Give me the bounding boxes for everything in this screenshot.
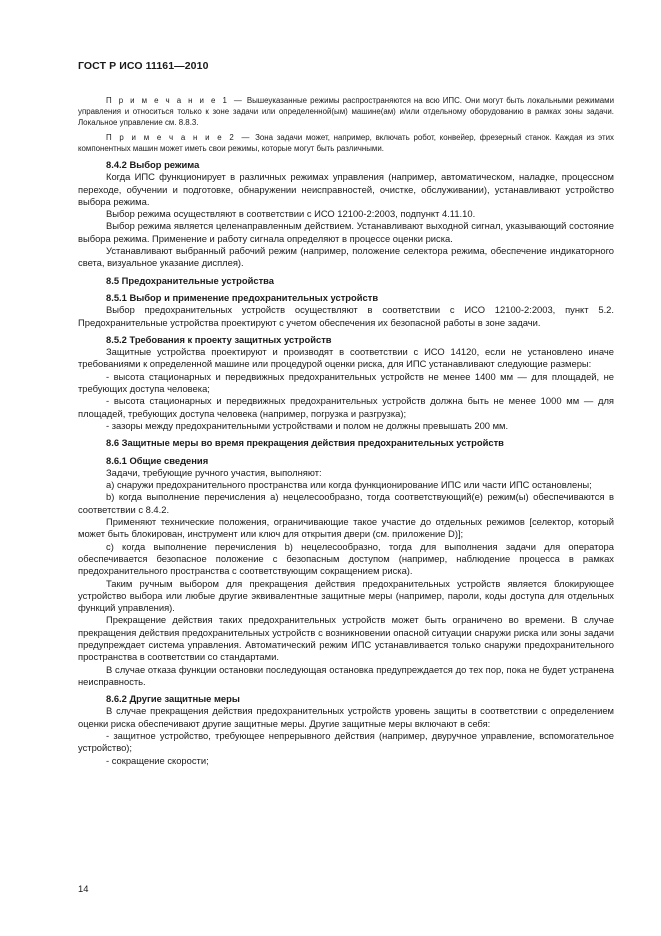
note-label: П р и м е ч а н и е 1 — bbox=[106, 96, 244, 105]
paragraph: Прекращение действия таких предохранительных устройств может быть ограничено во времени. В случае прекращения действия предохранительных устройств с возникновении опасной ситуации снаружи риска или зоны задачи предупреждает система управления. Автоматический режим ИПС устанавливается только снаружи предохранительного пространства в соответствии со стандартами. bbox=[78, 614, 614, 663]
paragraph: Выбор режима является целенаправленным действием. Устанавливают выходной сигнал, указывающий состояние выбора режима. Применение и работу сигнала определяют в процессе оценки риска. bbox=[78, 220, 614, 244]
note-text: Вышеуказанные режимы распространяются на всю ИПС. Они могут быть локальными режимами управления и относиться только к зоне задачи или определенной(ым) машине(ам) и/или отдельному оборудованию в рамках зоны задачи. Локальное управление см. 8.8.3. bbox=[78, 96, 614, 127]
paragraph: Выбор режима осуществляют в соответствии с ИСО 12100-2:2003, подпункт 4.11.10. bbox=[106, 208, 476, 220]
section-heading: 8.5.2 Требования к проекту защитных устройств bbox=[106, 333, 332, 345]
paragraph: Задачи, требующие ручного участия, выполняют: bbox=[106, 466, 322, 478]
paragraph: В случае прекращения действия предохранительных устройств уровень защиты в соответствии с определением оценки риска обеспечивают другие защитные меры. Другие защитные меры включают в себя: bbox=[78, 705, 614, 729]
section-heading: 8.5.1 Выбор и применение предохранительных устройств bbox=[106, 291, 379, 303]
paragraph: - сокращение скорости; bbox=[106, 754, 209, 766]
paragraph: b) когда выполнение перечисления а) нецелесообразно, тогда соответствующий(е) режим(ы) обеспечиваются в соответствии с 8.4.2. bbox=[78, 491, 614, 515]
page-content bbox=[78, 95, 614, 767]
section-heading: 8.6 Защитные меры во время прекращения действия предохранительных устройств bbox=[106, 437, 504, 449]
page-number: 14 bbox=[78, 883, 89, 894]
paragraph: Применяют технические положения, ограничивающие такое участие до отдельных режимов [селектор, который может быть блокирован, инструмент или ключ для открытия двери (см. приложение D)]; bbox=[78, 516, 614, 540]
paragraph: Устанавливают выбранный рабочий режим (например, положение селектора режима, обеспечение индикаторного света, визуальное указание дисплея). bbox=[78, 245, 614, 269]
paragraph: Таким ручным выбором для прекращения действия предохранительных устройств является блокирующее устройство выбора или любые другие эквивалентные защитные меры (например, пароли, коды доступа для отдельных функций управления). bbox=[78, 577, 614, 614]
note-1 bbox=[78, 95, 614, 128]
paragraph: Защитные устройства проектируют и производят в соответствии с ИСО 14120, если не установлено иначе требованиями к определенной машине или процедурой оценки риска, для ИПС устанавливают следующие размеры: bbox=[78, 346, 614, 370]
section-heading: 8.6.2 Другие защитные меры bbox=[106, 693, 240, 705]
paragraph: с) когда выполнение перечисления b) нецелесообразно, тогда для выполнения задачи для оператора обеспечивается безопасное положение с безопасным доступом (например, наблюдение процесса в рамках предохранительного пространства с соответствующим сокращением риска). bbox=[78, 540, 614, 577]
paragraph: В случае отказа функции остановки последующая остановка предупреждается до тех пор, пока не будет устранена неисправность. bbox=[78, 663, 614, 687]
paragraph: Выбор предохранительных устройств осуществляют в соответствии с ИСО 12100-2:2003, пункт 5.2. Предохранительные устройства проектируют с учетом обеспечения их безопасной работы в зоне задачи. bbox=[78, 304, 614, 328]
section-heading: 8.6.1 Общие сведения bbox=[106, 454, 209, 466]
section-heading: 8.5 Предохранительные устройства bbox=[106, 274, 275, 286]
paragraph: - защитное устройство, требующее непрерывного действия (например, двуручное управление, вспомогательное устройство); bbox=[78, 730, 614, 754]
paragraph: - высота стационарных и передвижных предохранительных устройств не менее 1400 мм — для площадей, не требующих доступа человека; bbox=[78, 370, 614, 395]
paragraph: - зазоры между предохранительными устройствами и полом не должны превышать 200 мм. bbox=[106, 419, 509, 431]
note-label: П р и м е ч а н и е 2 — bbox=[106, 133, 252, 142]
note-2 bbox=[78, 132, 614, 154]
paragraph: - высота стационарных и передвижных предохранительных устройств должна быть не менее 1000 мм — для площадей, требующих доступа человека (например, погрузка и разгрузка); bbox=[78, 395, 614, 419]
note-text: Зона задачи может, например, включать робот, конвейер, фрезерный станок. Каждая из этих компонентных машин может иметь свои режимы, которые могут быть различными. bbox=[78, 133, 615, 153]
paragraph: Когда ИПС функционирует в различных режимах управления (например, автоматическом, наладке, процессном переходе, обучении и подготовке, обнаружении неисправностей, очистке, обслуживании), устанавливают устройство выбора режима. bbox=[78, 171, 614, 207]
text-blocks bbox=[78, 159, 614, 767]
section-heading: 8.4.2 Выбор режима bbox=[106, 159, 200, 170]
document-header: ГОСТ Р ИСО 11161—2010 bbox=[78, 60, 209, 72]
paragraph: а) снаружи предохранительного пространства или когда функционирование ИПС или части ИПС остановлены; bbox=[106, 479, 592, 491]
